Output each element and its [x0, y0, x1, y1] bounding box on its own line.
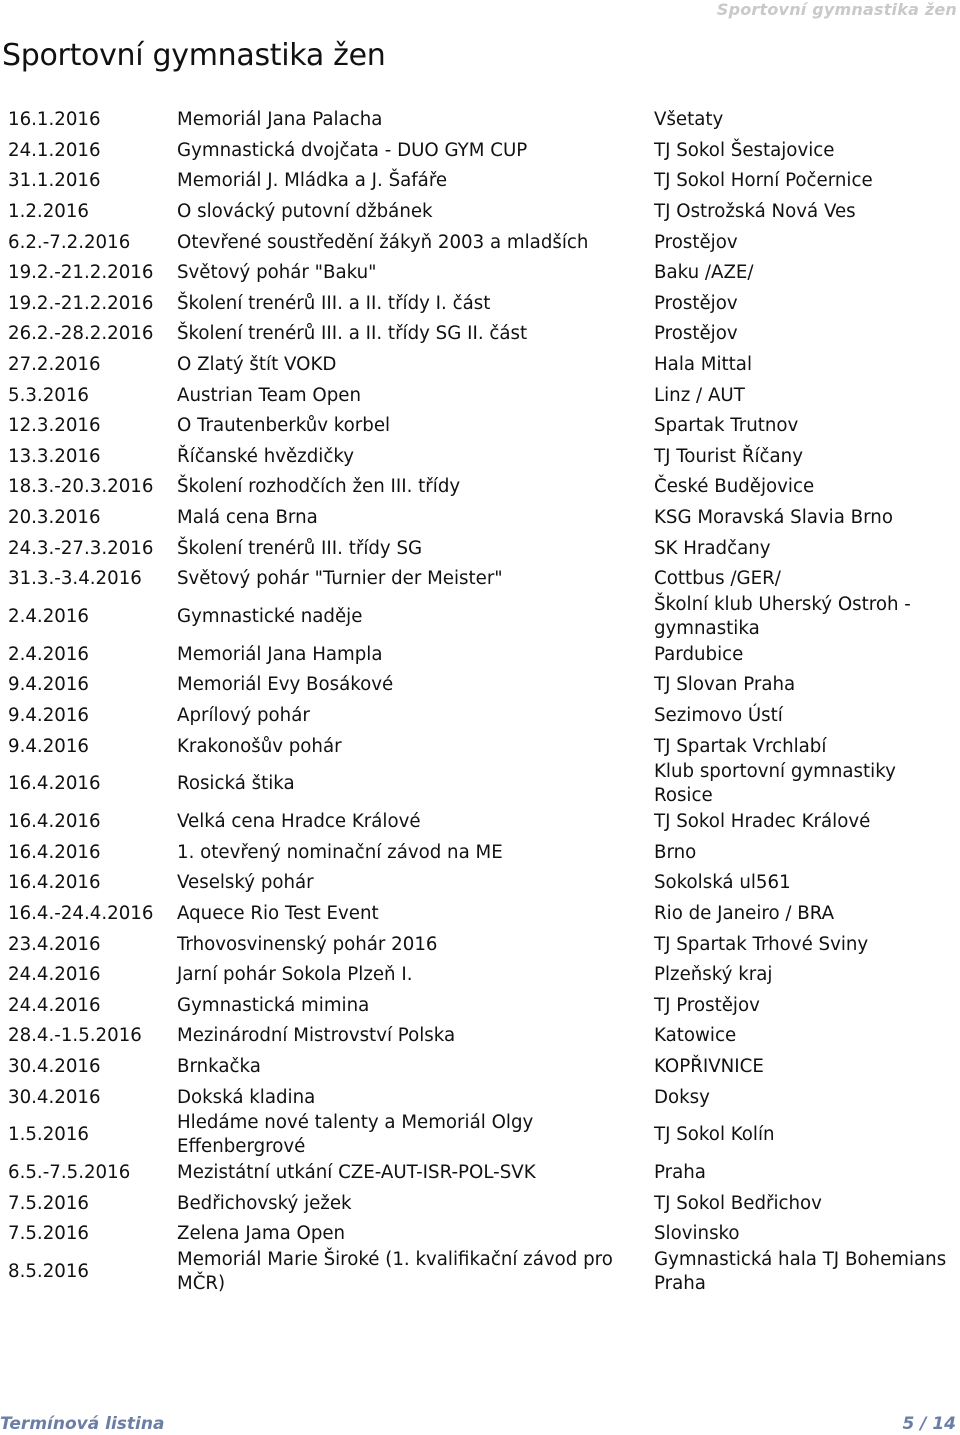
event-row — [8, 503, 958, 534]
event-place: TJ Slovan Praha — [654, 674, 796, 696]
event-name: O Trautenberkův korbel — [177, 415, 391, 437]
event-date: 19.2.-21.2.2016 — [8, 262, 154, 284]
event-row — [8, 595, 958, 640]
event-place: TJ Spartak Vrchlabí — [654, 735, 827, 757]
event-date: 16.4.2016 — [8, 773, 101, 795]
event-row — [8, 899, 958, 930]
event-date: 2.4.2016 — [8, 643, 89, 665]
event-name: Jarní pohár Sokola Plzeň I. — [177, 964, 413, 986]
event-row — [8, 837, 958, 868]
event-date: 24.3.-27.3.2016 — [8, 537, 154, 559]
event-place: Prostějov — [654, 292, 738, 314]
event-date: 18.3.-20.3.2016 — [8, 476, 154, 498]
event-row — [8, 868, 958, 899]
event-row — [8, 1158, 958, 1189]
event-row — [8, 411, 958, 442]
event-place: Sokolská ul561 — [654, 872, 791, 894]
event-name: Aquece Rio Test Event — [177, 902, 379, 924]
event-place: Hala Mittal — [654, 354, 753, 376]
event-name: Memoriál Jana Hampla — [177, 643, 383, 665]
event-date: 27.2.2016 — [8, 354, 101, 376]
event-date: 30.4.2016 — [8, 1055, 101, 1077]
event-name: Malá cena Brna — [177, 507, 318, 529]
event-date: 31.3.-3.4.2016 — [8, 568, 142, 590]
event-place: Sezimovo Ústí — [654, 704, 783, 726]
event-place: TJ Sokol Horní Počernice — [654, 170, 873, 192]
event-row — [8, 166, 958, 197]
event-place: Cottbus /GER/ — [654, 568, 781, 590]
event-row — [8, 1082, 958, 1113]
event-place: Linz / AUT — [654, 384, 745, 406]
event-name: Gymnastické naděje — [177, 606, 363, 627]
event-name: Zelena Jama Open — [177, 1223, 346, 1245]
event-row — [8, 105, 958, 136]
event-date: 24.4.2016 — [8, 964, 101, 986]
event-row — [8, 442, 958, 473]
event-row — [8, 640, 958, 671]
event-name: Bedřichovský ježek — [177, 1192, 352, 1214]
event-date: 9.4.2016 — [8, 674, 89, 696]
event-list — [8, 105, 958, 1295]
event-row — [8, 197, 958, 228]
event-name: Memoriál J. Mládka a J. Šafáře — [177, 170, 448, 192]
event-date: 6.2.-7.2.2016 — [8, 231, 131, 253]
event-date: 16.4.2016 — [8, 811, 101, 833]
event-name: Mezinárodní Mistrovství Polska — [177, 1025, 456, 1047]
event-place: Pardubice — [654, 643, 744, 665]
event-place: Gymnastická hala TJ Bohemians Praha — [654, 1249, 947, 1295]
event-name: Školení trenérů III. a II. třídy I. část — [177, 292, 491, 314]
event-date: 7.5.2016 — [8, 1223, 89, 1245]
event-date: 31.1.2016 — [8, 170, 101, 192]
page-title: Sportovní gymnastika žen — [2, 38, 386, 73]
event-name: Memoriál Jana Palacha — [177, 109, 383, 131]
event-row — [8, 762, 958, 807]
event-row — [8, 472, 958, 503]
event-row — [8, 1219, 958, 1250]
event-date: 8.5.2016 — [8, 1261, 89, 1283]
event-name: Gymnastická dvojčata - DUO GYM CUP — [177, 139, 528, 161]
event-date: 9.4.2016 — [8, 704, 89, 726]
event-name: Mezistátní utkání CZE-AUT-ISR-POL-SVK — [177, 1162, 536, 1184]
event-name: Memoriál Marie Široké (1. kvalifikační závod pro MČR) — [177, 1249, 613, 1295]
event-name: Světový pohár "Turnier der Meister" — [177, 568, 503, 590]
event-place: Prostějov — [654, 323, 738, 345]
event-name: Memoriál Evy Bosákové — [177, 674, 394, 696]
event-name: Otevřené soustředění žákyň 2003 a mladších — [177, 231, 589, 253]
event-row — [8, 533, 958, 564]
event-place: TJ Sokol Kolín — [654, 1124, 775, 1146]
event-date: 7.5.2016 — [8, 1192, 89, 1214]
event-place: Rio de Janeiro / BRA — [654, 902, 835, 924]
event-name: Světový pohár "Baku" — [177, 262, 377, 284]
event-row — [8, 289, 958, 320]
event-date: 16.1.2016 — [8, 109, 101, 131]
event-name: Aprílový pohár — [177, 704, 310, 726]
page-number: 5 / 14 — [902, 1414, 956, 1434]
event-row — [8, 1188, 958, 1219]
event-place: TJ Sokol Hradec Králové — [654, 811, 871, 833]
event-place: Klub sportovní gymnastiky Rosice — [654, 761, 896, 807]
event-row — [8, 564, 958, 595]
event-place: Katowice — [654, 1025, 737, 1047]
event-name: Veselský pohár — [177, 872, 314, 894]
event-name: Říčanské hvězdičky — [177, 445, 354, 467]
event-date: 6.5.-7.5.2016 — [8, 1162, 131, 1184]
event-place: Spartak Trutnov — [654, 415, 799, 437]
event-date: 20.3.2016 — [8, 507, 101, 529]
event-date: 2.4.2016 — [8, 606, 89, 627]
event-place: SK Hradčany — [654, 537, 771, 559]
event-name: Trhovosvinenský pohár 2016 — [177, 933, 438, 955]
event-name: Krakonošův pohár — [177, 735, 342, 757]
event-place: Doksy — [654, 1086, 710, 1108]
footer-title: Termínová listina — [0, 1414, 165, 1434]
event-name: Dokská kladina — [177, 1086, 316, 1108]
event-row — [8, 1052, 958, 1083]
event-name: 1. otevřený nominační závod na ME — [177, 841, 503, 863]
event-row — [8, 990, 958, 1021]
event-date: 30.4.2016 — [8, 1086, 101, 1108]
event-row — [8, 701, 958, 732]
event-row — [8, 319, 958, 350]
event-date: 5.3.2016 — [8, 384, 89, 406]
event-place: Školní klub Uherský Ostroh - gymnastika — [654, 594, 911, 639]
event-date: 23.4.2016 — [8, 933, 101, 955]
event-date: 1.2.2016 — [8, 201, 89, 223]
event-place: TJ Spartak Trhové Sviny — [654, 933, 869, 955]
event-place: KSG Moravská Slavia Brno — [654, 507, 893, 529]
event-date: 19.2.-21.2.2016 — [8, 292, 154, 314]
event-name: Školení rozhodčích žen III. třídy — [177, 476, 461, 498]
event-row — [8, 670, 958, 701]
event-date: 24.1.2016 — [8, 139, 101, 161]
event-date: 13.3.2016 — [8, 445, 101, 467]
event-date: 12.3.2016 — [8, 415, 101, 437]
event-row — [8, 1250, 958, 1295]
event-row — [8, 929, 958, 960]
event-row — [8, 258, 958, 289]
event-place: Brno — [654, 841, 697, 863]
event-row — [8, 136, 958, 167]
event-date: 24.4.2016 — [8, 994, 101, 1016]
event-date: 26.2.-28.2.2016 — [8, 323, 154, 345]
event-row — [8, 960, 958, 991]
event-name: Velká cena Hradce Králové — [177, 811, 421, 833]
event-name: Školení trenérů III. třídy SG — [177, 537, 423, 559]
running-header: Sportovní gymnastika žen — [716, 0, 957, 19]
event-name: O slovácký putovní džbánek — [177, 201, 433, 223]
event-date: 16.4.2016 — [8, 841, 101, 863]
event-place: TJ Prostějov — [654, 994, 760, 1016]
event-name: Austrian Team Open — [177, 384, 361, 406]
event-place: České Budějovice — [654, 476, 815, 498]
event-place: Baku /AZE/ — [654, 262, 754, 284]
event-name: Školení trenérů III. a II. třídy SG II. část — [177, 323, 528, 345]
event-row — [8, 227, 958, 258]
event-name: Rosická štika — [177, 773, 295, 795]
event-date: 16.4.-24.4.2016 — [8, 902, 154, 924]
event-row — [8, 1113, 958, 1158]
event-date: 1.5.2016 — [8, 1124, 89, 1146]
event-name: Gymnastická mimina — [177, 994, 370, 1016]
event-place: Prostějov — [654, 231, 738, 253]
event-place: TJ Sokol Šestajovice — [654, 139, 835, 161]
event-name: O Zlatý štít VOKD — [177, 354, 337, 376]
event-row — [8, 731, 958, 762]
event-place: TJ Sokol Bedřichov — [654, 1192, 822, 1214]
event-name: Hledáme nové talenty a Memoriál Olgy Effenbergrové — [177, 1112, 534, 1158]
event-row — [8, 807, 958, 838]
event-place: Všetaty — [654, 109, 724, 131]
event-row — [8, 350, 958, 381]
event-row — [8, 380, 958, 411]
event-place: Praha — [654, 1162, 706, 1184]
event-place: TJ Ostrožská Nová Ves — [654, 201, 856, 223]
event-place: TJ Tourist Říčany — [654, 445, 803, 467]
event-date: 16.4.2016 — [8, 872, 101, 894]
event-place: KOPŘIVNICE — [654, 1055, 764, 1077]
event-date: 28.4.-1.5.2016 — [8, 1025, 142, 1047]
event-place: Slovinsko — [654, 1223, 740, 1245]
event-name: Brnkačka — [177, 1055, 261, 1077]
event-date: 9.4.2016 — [8, 735, 89, 757]
event-place: Plzeňský kraj — [654, 964, 773, 986]
event-row — [8, 1021, 958, 1052]
